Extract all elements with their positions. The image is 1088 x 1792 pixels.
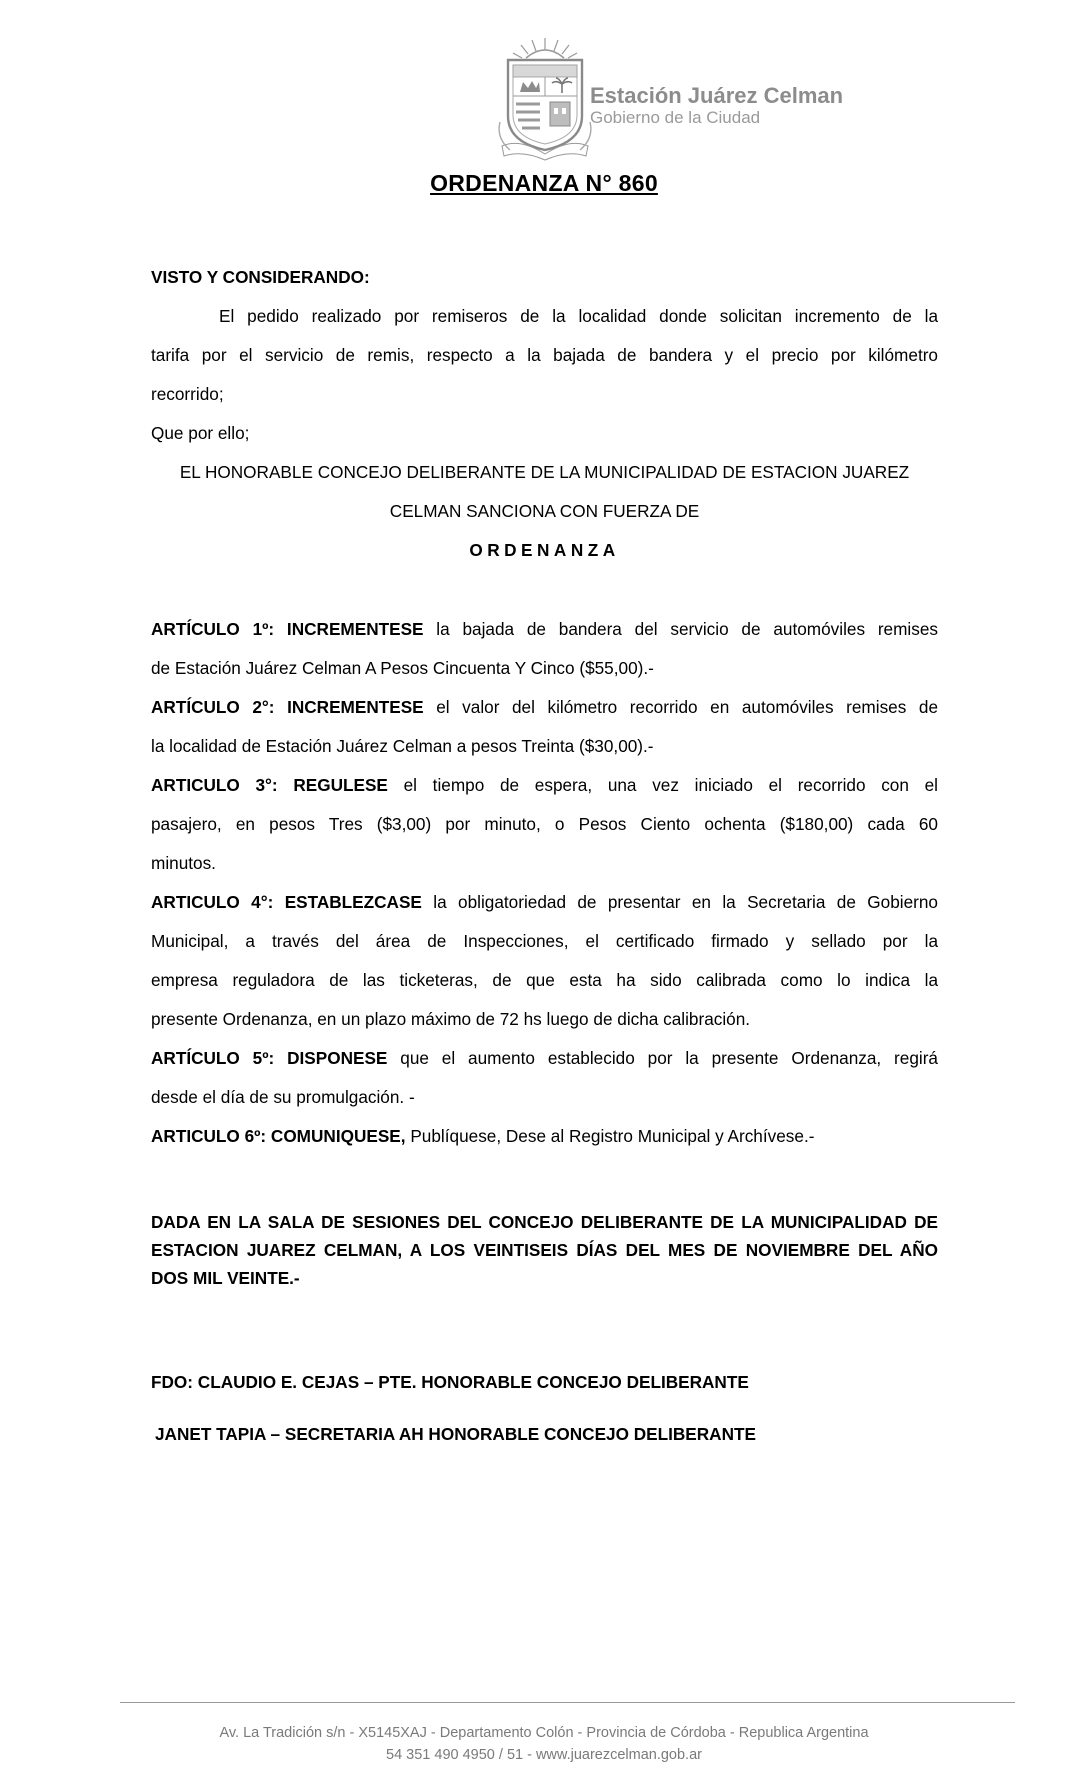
article-5-line bbox=[151, 1039, 938, 1078]
article-2-line bbox=[151, 688, 938, 727]
visto-heading: VISTO Y CONSIDERANDO: bbox=[151, 267, 370, 287]
visto-line: tarifa por el servicio de remis, respecto a la bajada de bandera y el precio por kilómetro bbox=[151, 345, 938, 365]
article-6-label: ARTICULO 6º: COMUNIQUESE, bbox=[151, 1126, 406, 1146]
article-3-text: el tiempo de espera, una vez iniciado el recorrido con el bbox=[387, 775, 939, 795]
org-subtitle: Gobierno de la Ciudad bbox=[590, 108, 761, 127]
ordenanza-heading: ORDENANZA bbox=[469, 540, 620, 560]
org-block bbox=[590, 84, 843, 128]
article-4-text: la obligatoriedad de presentar en la Secretaria de Gobierno bbox=[421, 892, 938, 912]
article-3-label: ARTICULO 3°: REGULESE bbox=[151, 775, 388, 795]
org-name: Estación Juárez Celman bbox=[590, 83, 844, 108]
article-3-line bbox=[151, 766, 938, 805]
article-3-line: pasajero, en pesos Tres ($3,00) por minuto, o Pesos Ciento ochenta ($180,00) cada 60 bbox=[151, 814, 938, 834]
footer-contact: 54 351 490 4950 / 51 - www.juarezcelman.gob.ar bbox=[386, 1747, 702, 1763]
letterhead bbox=[490, 34, 910, 164]
footer-divider bbox=[120, 1702, 1015, 1703]
article-2-line: la localidad de Estación Juárez Celman a pesos Treinta ($30,00).- bbox=[151, 736, 654, 756]
article-1-label: ARTÍCULO 1º: INCREMENTESE bbox=[151, 619, 424, 639]
footer bbox=[0, 1722, 1088, 1766]
article-2-label: ARTÍCULO 2°: INCREMENTESE bbox=[151, 697, 424, 717]
article-1-line bbox=[151, 610, 938, 649]
ordinance-body bbox=[151, 258, 938, 1156]
article-1-line: de Estación Juárez Celman A Pesos Cincuenta Y Cinco ($55,00).- bbox=[151, 658, 654, 678]
sanciona-line: EL HONORABLE CONCEJO DELIBERANTE DE LA MUNICIPALIDAD DE ESTACION JUAREZ bbox=[179, 462, 910, 482]
footer-address: Av. La Tradición s/n - X5145XAJ - Departamento Colón - Provincia de Córdoba - Republica Argentina bbox=[219, 1725, 869, 1741]
article-1-text: la bajada de bandera del servicio de automóviles remises bbox=[423, 619, 938, 639]
article-4-line bbox=[151, 883, 938, 922]
dada-line: ESTACION JUAREZ CELMAN, A LOS VEINTISEIS DÍAS DEL MES DE NOVIEMBRE DEL AÑO bbox=[151, 1240, 938, 1260]
article-6-text: Publíquese, Dese al Registro Municipal y Archívese.- bbox=[405, 1126, 815, 1146]
municipal-crest-icon bbox=[490, 34, 600, 162]
article-2-text: el valor del kilómetro recorrido en automóviles remises de bbox=[423, 697, 939, 717]
article-6-line bbox=[151, 1117, 938, 1156]
article-5-line: desde el día de su promulgación. - bbox=[151, 1087, 415, 1107]
visto-line: Que por ello; bbox=[151, 423, 250, 443]
dada-block bbox=[151, 1208, 938, 1292]
article-3-line: minutos. bbox=[151, 853, 216, 873]
visto-line: El pedido realizado por remiseros de la localidad donde solicitan incremento de la bbox=[219, 306, 938, 326]
article-5-label: ARTÍCULO 5º: DISPONESE bbox=[151, 1048, 388, 1068]
ordinance-title: ORDENANZA N° 860 bbox=[430, 170, 658, 196]
signature-line-secretary: JANET TAPIA – SECRETARIA AH HONORABLE CONCEJO DELIBERANTE bbox=[155, 1424, 756, 1444]
article-4-line: presente Ordenanza, en un plazo máximo de 72 hs luego de dicha calibración. bbox=[151, 1009, 751, 1029]
dada-line: DOS MIL VEINTE.- bbox=[151, 1268, 300, 1288]
article-4-line: Municipal, a través del área de Inspecciones, el certificado firmado y sellado por la bbox=[151, 931, 938, 951]
dada-line: DADA EN LA SALA DE SESIONES DEL CONCEJO DELIBERANTE DE LA MUNICIPALIDAD DE bbox=[151, 1212, 938, 1232]
article-4-line: empresa reguladora de las ticketeras, de que esta ha sido calibrada como lo indica la bbox=[151, 970, 938, 990]
signature-line-president: FDO: CLAUDIO E. CEJAS – PTE. HONORABLE CONCEJO DELIBERANTE bbox=[151, 1372, 749, 1392]
visto-line: recorrido; bbox=[151, 384, 224, 404]
article-4-label: ARTICULO 4°: ESTABLEZCASE bbox=[151, 892, 422, 912]
article-5-text: que el aumento establecido por la presente Ordenanza, regirá bbox=[387, 1048, 938, 1068]
sanciona-line: CELMAN SANCIONA CON FUERZA DE bbox=[389, 501, 700, 521]
